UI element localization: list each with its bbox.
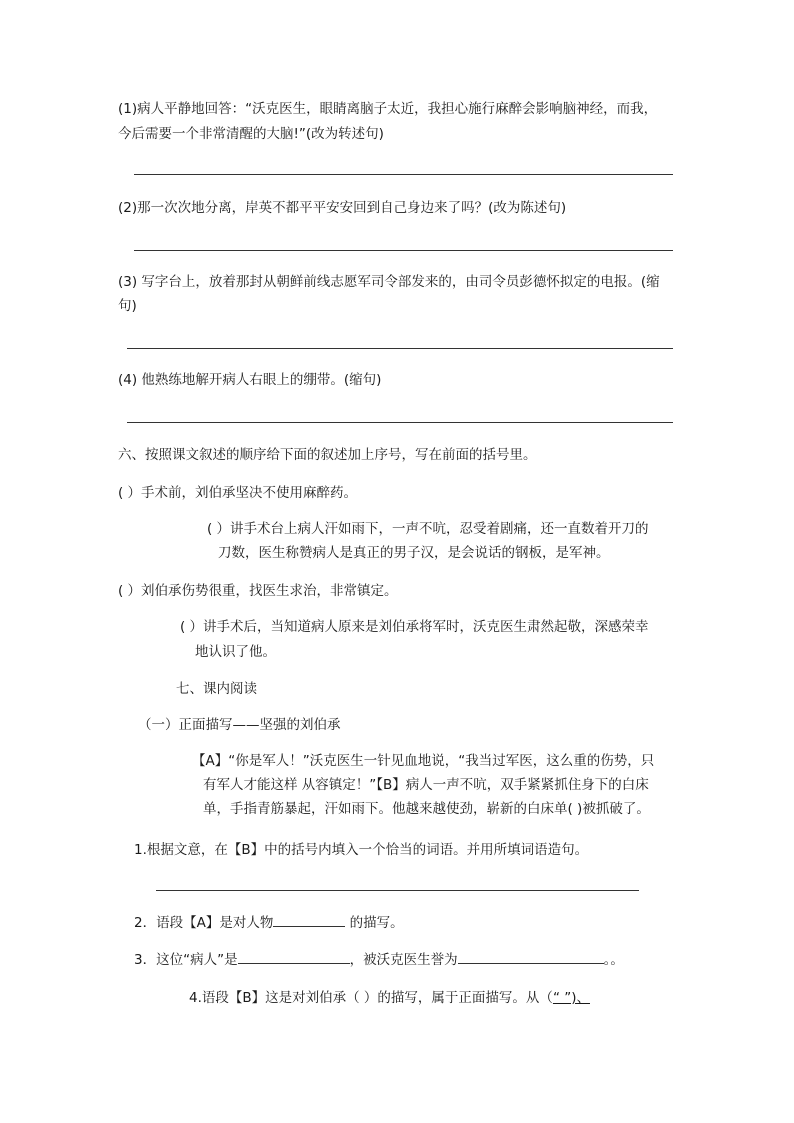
q7-question-4-text: 4.语段【B】这是对刘伯承（ ）的描写，属于正面描写。从（ [189,990,553,1006]
q7-question-2 [134,911,404,935]
q6-statement-2-line1: ( ）讲手术台上病人汗如雨下，一声不吭，忍受着剧痛，还一直数着开刀的 [207,521,649,537]
q7-question-3-middle: ，被沃克医生誉为 [349,952,458,968]
q7-question-2-text: 2．语段【A】是对人物 [134,915,274,931]
q7-question-4 [189,986,590,1010]
q7-question-3-text: 3．这位“病人”是 [134,952,238,968]
q5-item2: (2)那一次次地分离，岸英不都平平安安回到自己身边来了吗？(改为陈述句) [118,200,567,216]
blank-praise[interactable] [458,948,604,964]
q5-item3-line2: 句) [118,298,137,314]
blank-character[interactable] [273,911,345,927]
q5-item1-line1: (1)病人平静地回答：“沃克医生，眼睛离脑子太近，我担心施行麻醉会影响脑神经，而我， [118,101,658,117]
q5-item4: (4) 他熟练地解开病人右眼上的绷带。(缩句) [118,372,382,388]
q6-statement-3: ( ）刘伯承伤势很重，找医生求治，非常镇定。 [118,583,398,599]
q6-statement-1: ( ）手术前，刘伯承坚决不使用麻醉药。 [118,485,358,501]
answer-line-3[interactable] [127,348,673,349]
q7-heading: 七、课内阅读 [176,681,257,697]
q5-item3-line1: (3) 写字台上，放着那封从朝鲜前线志愿军司令部发来的，由司令员彭德怀拟定的电报。(缩 [118,274,660,290]
answer-line-4[interactable] [127,422,673,423]
q6-statement-2-line2: 刀数，医生称赞病人是真正的男子汉，是会说话的钢板，是军神。 [218,545,610,561]
q7-passage-line3: 单，手指青筋暴起，汗如雨下。他越来越使劲，崭新的白床单( )被抓破了。 [203,801,650,817]
q7-question-1: 1.根据文意，在【B】中的括号内填入一个恰当的词语。并用所填词语造句。 [134,842,589,858]
q7-passage-line2: 有军人才能这样 从容镇定！”【B】病人一声不吭，双手紧紧抓住身下的白床 [203,777,649,793]
q6-statement-4-line1: ( ）讲手术后，当知道病人原来是刘伯承将军时，沃克医生肃然起敬，深感荣幸 [180,619,649,635]
q7-question-3 [134,948,624,972]
blank-patient[interactable] [238,948,350,964]
q5-item1-line2: 今后需要一个非常清醒的大脑!”(改为转述句) [118,126,384,142]
q7-question-2-suffix: 的描写。 [345,915,404,931]
q7-question-3-end: 。。 [603,952,624,968]
answer-line-5[interactable] [156,890,639,891]
q7-subheading: （一）正面描写——坚强的刘伯承 [138,717,341,733]
q6-statement-4-line2: 地认识了他。 [195,644,276,660]
answer-line-1[interactable] [134,174,673,175]
answer-line-2[interactable] [134,250,673,251]
q6-heading: 六、按照课文叙述的顺序给下面的叙述加上序号，写在前面的括号里。 [118,447,537,463]
q7-question-4-quote-blank[interactable]: “ ”)、 [552,990,590,1006]
q7-passage-line1: 【A】“你是军人！”沃克医生一针见血地说，“我当过军医，这么重的伤势，只 [192,753,655,769]
